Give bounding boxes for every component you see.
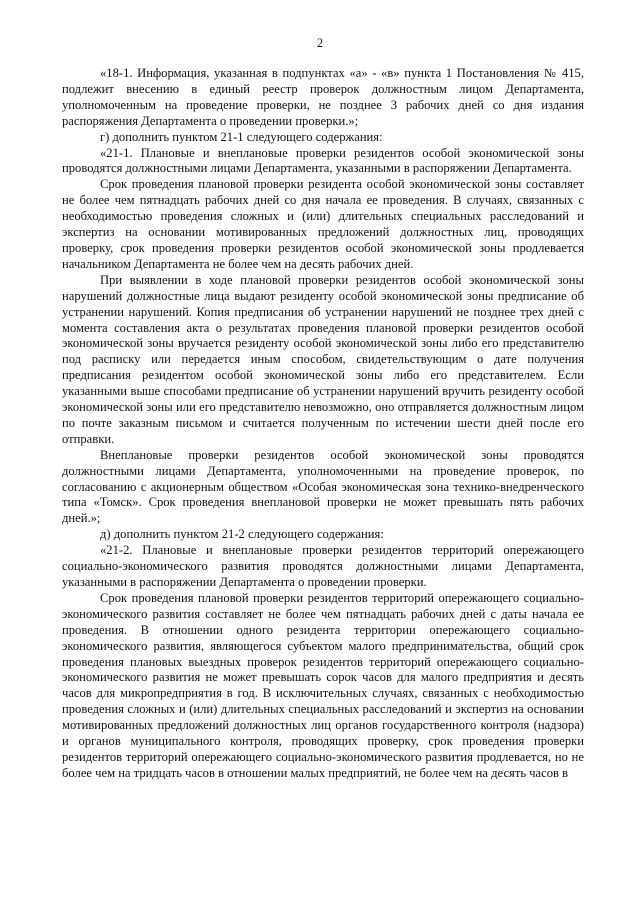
paragraph-amendment-g: г) дополнить пунктом 21-1 следующего содержания: — [100, 129, 383, 144]
paragraph-tor-inspection-term: Срок проведения плановой проверки резидентов территорий опережающего социально-экономического развития составляет не более чем пятнадцать рабочих дней с даты начала ее проведения. В отношении одного резидента территории опережающего социально-экономического развития, являющегося субъектом малого предпринимательства, общий срок проведения плановых выездных проверок резидентов территорий опережающего социально-экономического развития не может превышать сорок часов для малого предприятия и десять часов для микропредприятия в год. В исключительных случаях, связанных с необходимостью проведения сложных и (или) длительных специальных расследований и экспертиз на основании мотивированных предложений должностных лиц органов государственного контроля (надзора) и органов муниципального контроля, проводящих проверку, срок проведения проверки резидентов территорий опережающего социально-экономического развития продлевается, но не более чем на тридцать часов в отношении малых предприятий, не более чем на десять часов в — [62, 590, 584, 780]
paragraph-21-2: «21-2. Плановые и внеплановые проверки резидентов территорий опережающего социально-экономического развития проводятся должностными лицами Департамента, указанными в распоряжении Департамента о проведении проверки. — [62, 543, 584, 589]
paragraph-unscheduled-inspections: Внеплановые проверки резидентов особой экономической зоны проводятся должностными лицами Департамента, уполномоченными на проведение проверок, по согласованию с акционерным обществом «Особая экономическая зона технико-внедренческого типа «Томск». Срок проведения внеплановой проверки не может превышать пять рабочих дней.»; — [62, 447, 584, 526]
paragraph-18-1: «18-1. Информация, указанная в подпунктах «а» - «в» пункта 1 Постановления № 415, подлежит внесению в единый реестр проверок должностным лицом Департамента, уполномоченным на проведение проверки, не позднее 3 рабочих дней со дня издания распоряжения Департамента о проведении проверки.»; — [62, 66, 584, 128]
document-body — [62, 66, 584, 782]
paragraph-21-1: «21-1. Плановые и внеплановые проверки резидентов особой экономической зоны проводятся должностными лицами Департамента, указанными в распоряжении Департамента. — [62, 145, 584, 176]
paragraph-amendment-d: д) дополнить пунктом 21-2 следующего содержания: — [100, 527, 384, 542]
page-number: 2 — [316, 36, 324, 50]
paragraph-planned-inspection-term: Срок проведения плановой проверки резидента особой экономической зоны составляет не более чем пятнадцать рабочих дней со дня начала ее проведения. В случаях, связанных с необходимостью проведения сложных и (или) длительных специальных расследований и экспертиз на основании мотивированных предложений должностных лиц, проводящих проверку, срок проведения проверки резидентов особой экономической зоны продлевается начальником Департамента не более чем на десять рабочих дней. — [62, 177, 584, 271]
paragraph-violations-order: При выявлении в ходе плановой проверки резидентов особой экономической зоны нарушений должностные лица выдают резиденту особой экономической зоны предписание об устранении нарушений. Копия предписания об устранении нарушений не позднее трех дней с момента составления акта о результатах проведения плановой проверки резидентов особой экономической зоны вручается резиденту особой экономической зоны либо его представителю под расписку или передается иным способом, свидетельствующим о дате получения предписания резидентом особой экономической зоны либо его представителем. Если указанными выше способами предписание об устранении нарушений вручить резиденту особой экономической зоны или его представителю невозможно, оно отправляется должностным лицом по почте заказным письмом и считается полученным по истечении шести дней после его отправки. — [62, 272, 584, 446]
